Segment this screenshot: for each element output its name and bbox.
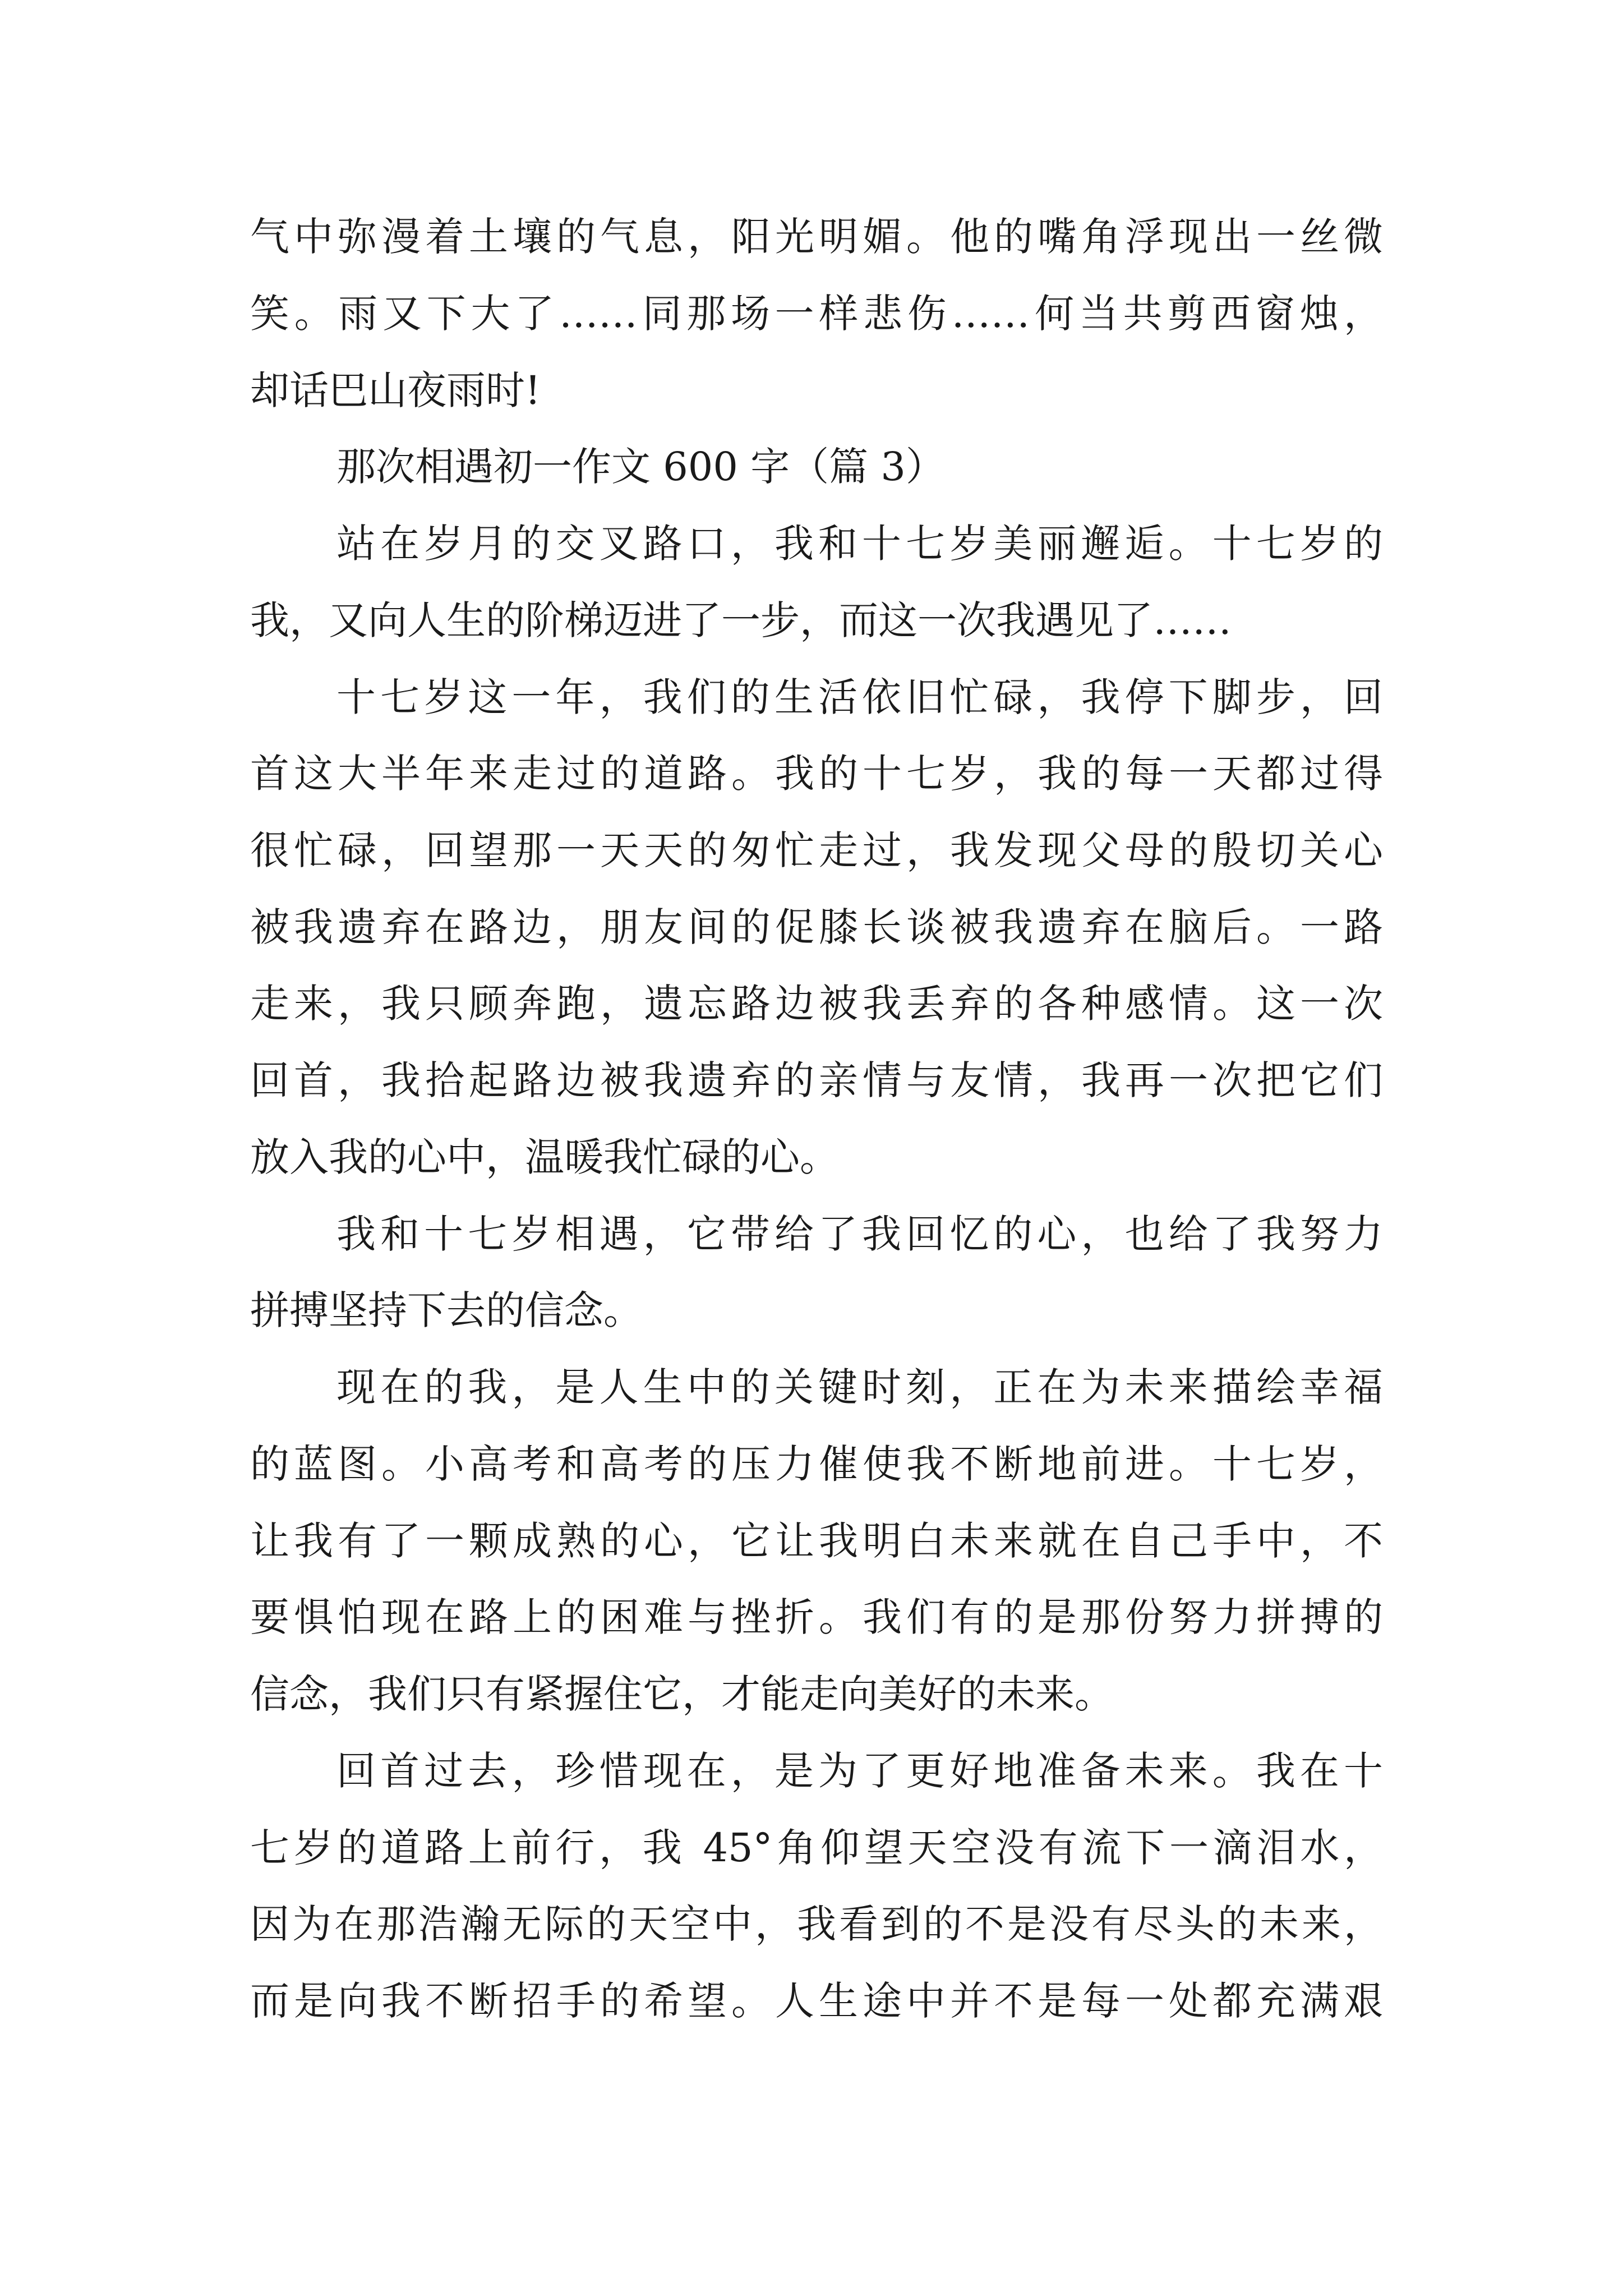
text-line: 首这大半年来走过的道路。我的十七岁，我的每一天都过得 <box>250 751 1383 797</box>
text-line: 我，又向人生的阶梯迈进了一步，而这一次我遇见了…… <box>250 597 1232 643</box>
text-line: 站在岁月的交叉路口，我和十七岁美丽邂逅。十七岁的 <box>336 521 1383 567</box>
text-line: 气中弥漫着土壤的气息，阳光明媚。他的嘴角浮现出一丝微 <box>250 214 1383 260</box>
text-line: 笑。雨又下大了……同那场一样悲伤……何当共剪西窗烛， <box>250 291 1383 337</box>
section-heading: 那次相遇初一作文 600 字（篇 3） <box>336 444 945 490</box>
text-line: 十七岁这一年，我们的生活依旧忙碌，我停下脚步，回 <box>336 674 1383 720</box>
text-line: 放入我的心中，温暖我忙碌的心。 <box>250 1134 839 1180</box>
text-line: 让我有了一颗成熟的心，它让我明白未来就在自己手中，不 <box>250 1518 1383 1564</box>
text-line: 我和十七岁相遇，它带给了我回忆的心，也给了我努力 <box>336 1211 1383 1257</box>
text-line: 回首过去，珍惜现在，是为了更好地准备未来。我在十 <box>336 1748 1383 1794</box>
text-line: 现在的我，是人生中的关键时刻，正在为未来描绘幸福 <box>336 1364 1383 1410</box>
text-line: 信念，我们只有紧握住它，才能走向美好的未来。 <box>250 1671 1114 1717</box>
text-line: 被我遗弃在路边，朋友间的促膝长谈被我遗弃在脑后。一路 <box>250 904 1383 950</box>
text-line: 走来，我只顾奔跑，遗忘路边被我丢弃的各种感情。这一次 <box>250 981 1383 1027</box>
text-line: 很忙碌，回望那一天天的匆忙走过，我发现父母的殷切关心 <box>250 827 1383 873</box>
text-line: 却话巴山夜雨时! <box>250 367 541 413</box>
text-line: 而是向我不断招手的希望。人生途中并不是每一处都充满艰 <box>250 1978 1383 2024</box>
text-line: 拼搏坚持下去的信念。 <box>250 1287 643 1333</box>
text-line: 七岁的道路上前行，我 45°角仰望天空没有流下一滴泪水， <box>250 1825 1383 1871</box>
text-line: 因为在那浩瀚无际的天空中，我看到的不是没有尽头的未来， <box>250 1901 1383 1947</box>
text-line: 回首，我拾起路边被我遗弃的亲情与友情，我再一次把它们 <box>250 1057 1383 1103</box>
text-line: 的蓝图。小高考和高考的压力催使我不断地前进。十七岁， <box>250 1441 1383 1487</box>
text-line: 要惧怕现在路上的困难与挫折。我们有的是那份努力拼搏的 <box>250 1594 1383 1640</box>
